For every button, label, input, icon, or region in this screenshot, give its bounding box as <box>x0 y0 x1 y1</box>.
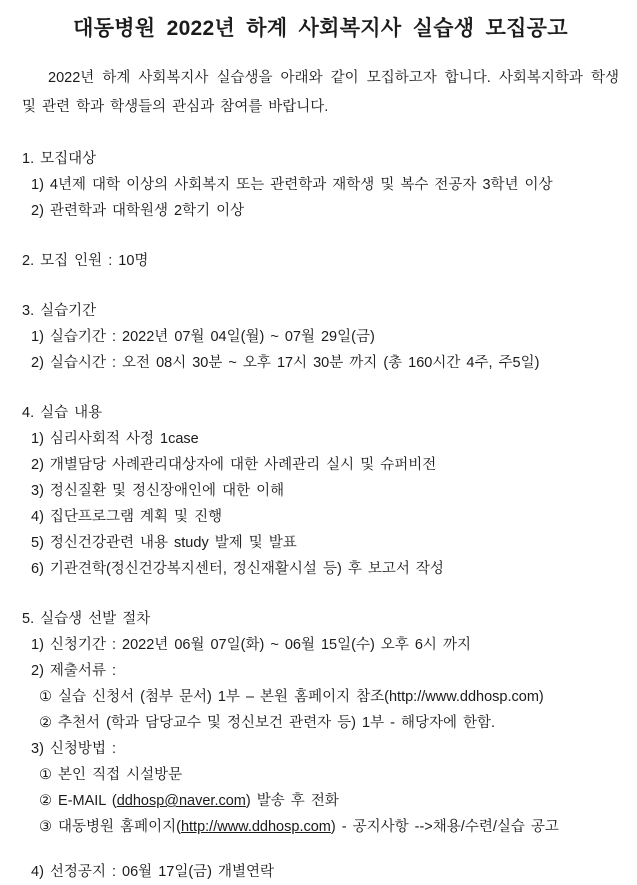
section-recruitment-target <box>22 146 619 224</box>
section-practice-content <box>22 400 619 582</box>
sub-list-item: ① 본인 직접 시설방문 <box>39 767 183 783</box>
sub-list-item-email <box>22 788 619 814</box>
list-item: 3) 정신질환 및 정신장애인에 대한 이해 <box>31 483 285 499</box>
section-heading: 4. 실습 내용 <box>22 405 103 421</box>
section-heading: 2. 모집 인원 : 10명 <box>22 253 149 269</box>
section-headcount <box>22 248 619 274</box>
email-link[interactable]: ddhosp@naver.com <box>116 793 246 809</box>
section-heading: 1. 모집대상 <box>22 151 97 167</box>
sub-list-item: ① 실습 신청서 (첨부 문서) 1부 – 본원 홈페이지 참조(http://www.ddhosp.com) <box>39 689 544 705</box>
section-heading: 3. 실습기간 <box>22 303 97 319</box>
list-item: 1) 신청기간 : 2022년 06월 07일(화) ~ 06월 15일(수) 오후 6시 까지 <box>31 637 471 653</box>
homepage-link[interactable]: http://www.ddhosp.com <box>180 819 331 835</box>
list-item-text: ) 발송 후 전화 <box>245 793 339 809</box>
list-item-text: ) - 공지사항 -->채용/수련/실습 공고 <box>330 819 559 835</box>
sub-list-item: ② 추천서 (학과 담당교수 및 정신보건 관련자 등) 1부 - 해당자에 한함. <box>39 715 496 731</box>
list-item-text: ② E-MAIL ( <box>39 793 117 809</box>
sub-list-item-homepage <box>22 814 619 840</box>
list-item: 4) 집단프로그램 계획 및 진행 <box>31 509 223 525</box>
list-item: 5) 정신건강관련 내용 study 발제 및 발표 <box>31 535 297 551</box>
list-item: 1) 심리사회적 사정 1case <box>31 431 199 447</box>
section-practice-period <box>22 298 619 376</box>
section-heading: 5. 실습생 선발 절차 <box>22 611 151 627</box>
intro-paragraph: 2022년 하계 사회복지사 실습생을 아래와 같이 모집하고자 합니다. 사회복지학과 학생 및 관련 학과 학생들의 관심과 참여를 바랍니다. <box>22 70 619 115</box>
list-item: 6) 기관견학(정신건강복지센터, 정신재활시설 등) 후 보고서 작성 <box>31 561 444 577</box>
list-item: 2) 실습시간 : 오전 08시 30분 ~ 오후 17시 30분 까지 (총 160시간 4주, 주5일) <box>31 355 540 371</box>
list-item-selection-notice: 4) 선정공지 : 06월 17일(금) 개별연락 <box>31 864 275 880</box>
section-selection-process <box>22 606 619 885</box>
list-item: 2) 관련학과 대학원생 2학기 이상 <box>31 203 245 219</box>
list-item: 1) 실습기간 : 2022년 07월 04일(월) ~ 07월 29일(금) <box>31 329 375 345</box>
list-item: 3) 신청방법 : <box>31 741 117 757</box>
list-item-text: ③ 대동병원 홈페이지( <box>39 819 181 835</box>
list-item: 1) 4년제 대학 이상의 사회복지 또는 관련학과 재학생 및 복수 전공자 3학년 이상 <box>31 177 553 193</box>
page-title: 대동병원 2022년 하계 사회복지사 실습생 모집공고 <box>73 17 568 40</box>
list-item: 2) 제출서류 : <box>31 663 117 679</box>
list-item: 2) 개별담당 사례관리대상자에 대한 사례관리 실시 및 슈퍼비전 <box>31 457 437 473</box>
